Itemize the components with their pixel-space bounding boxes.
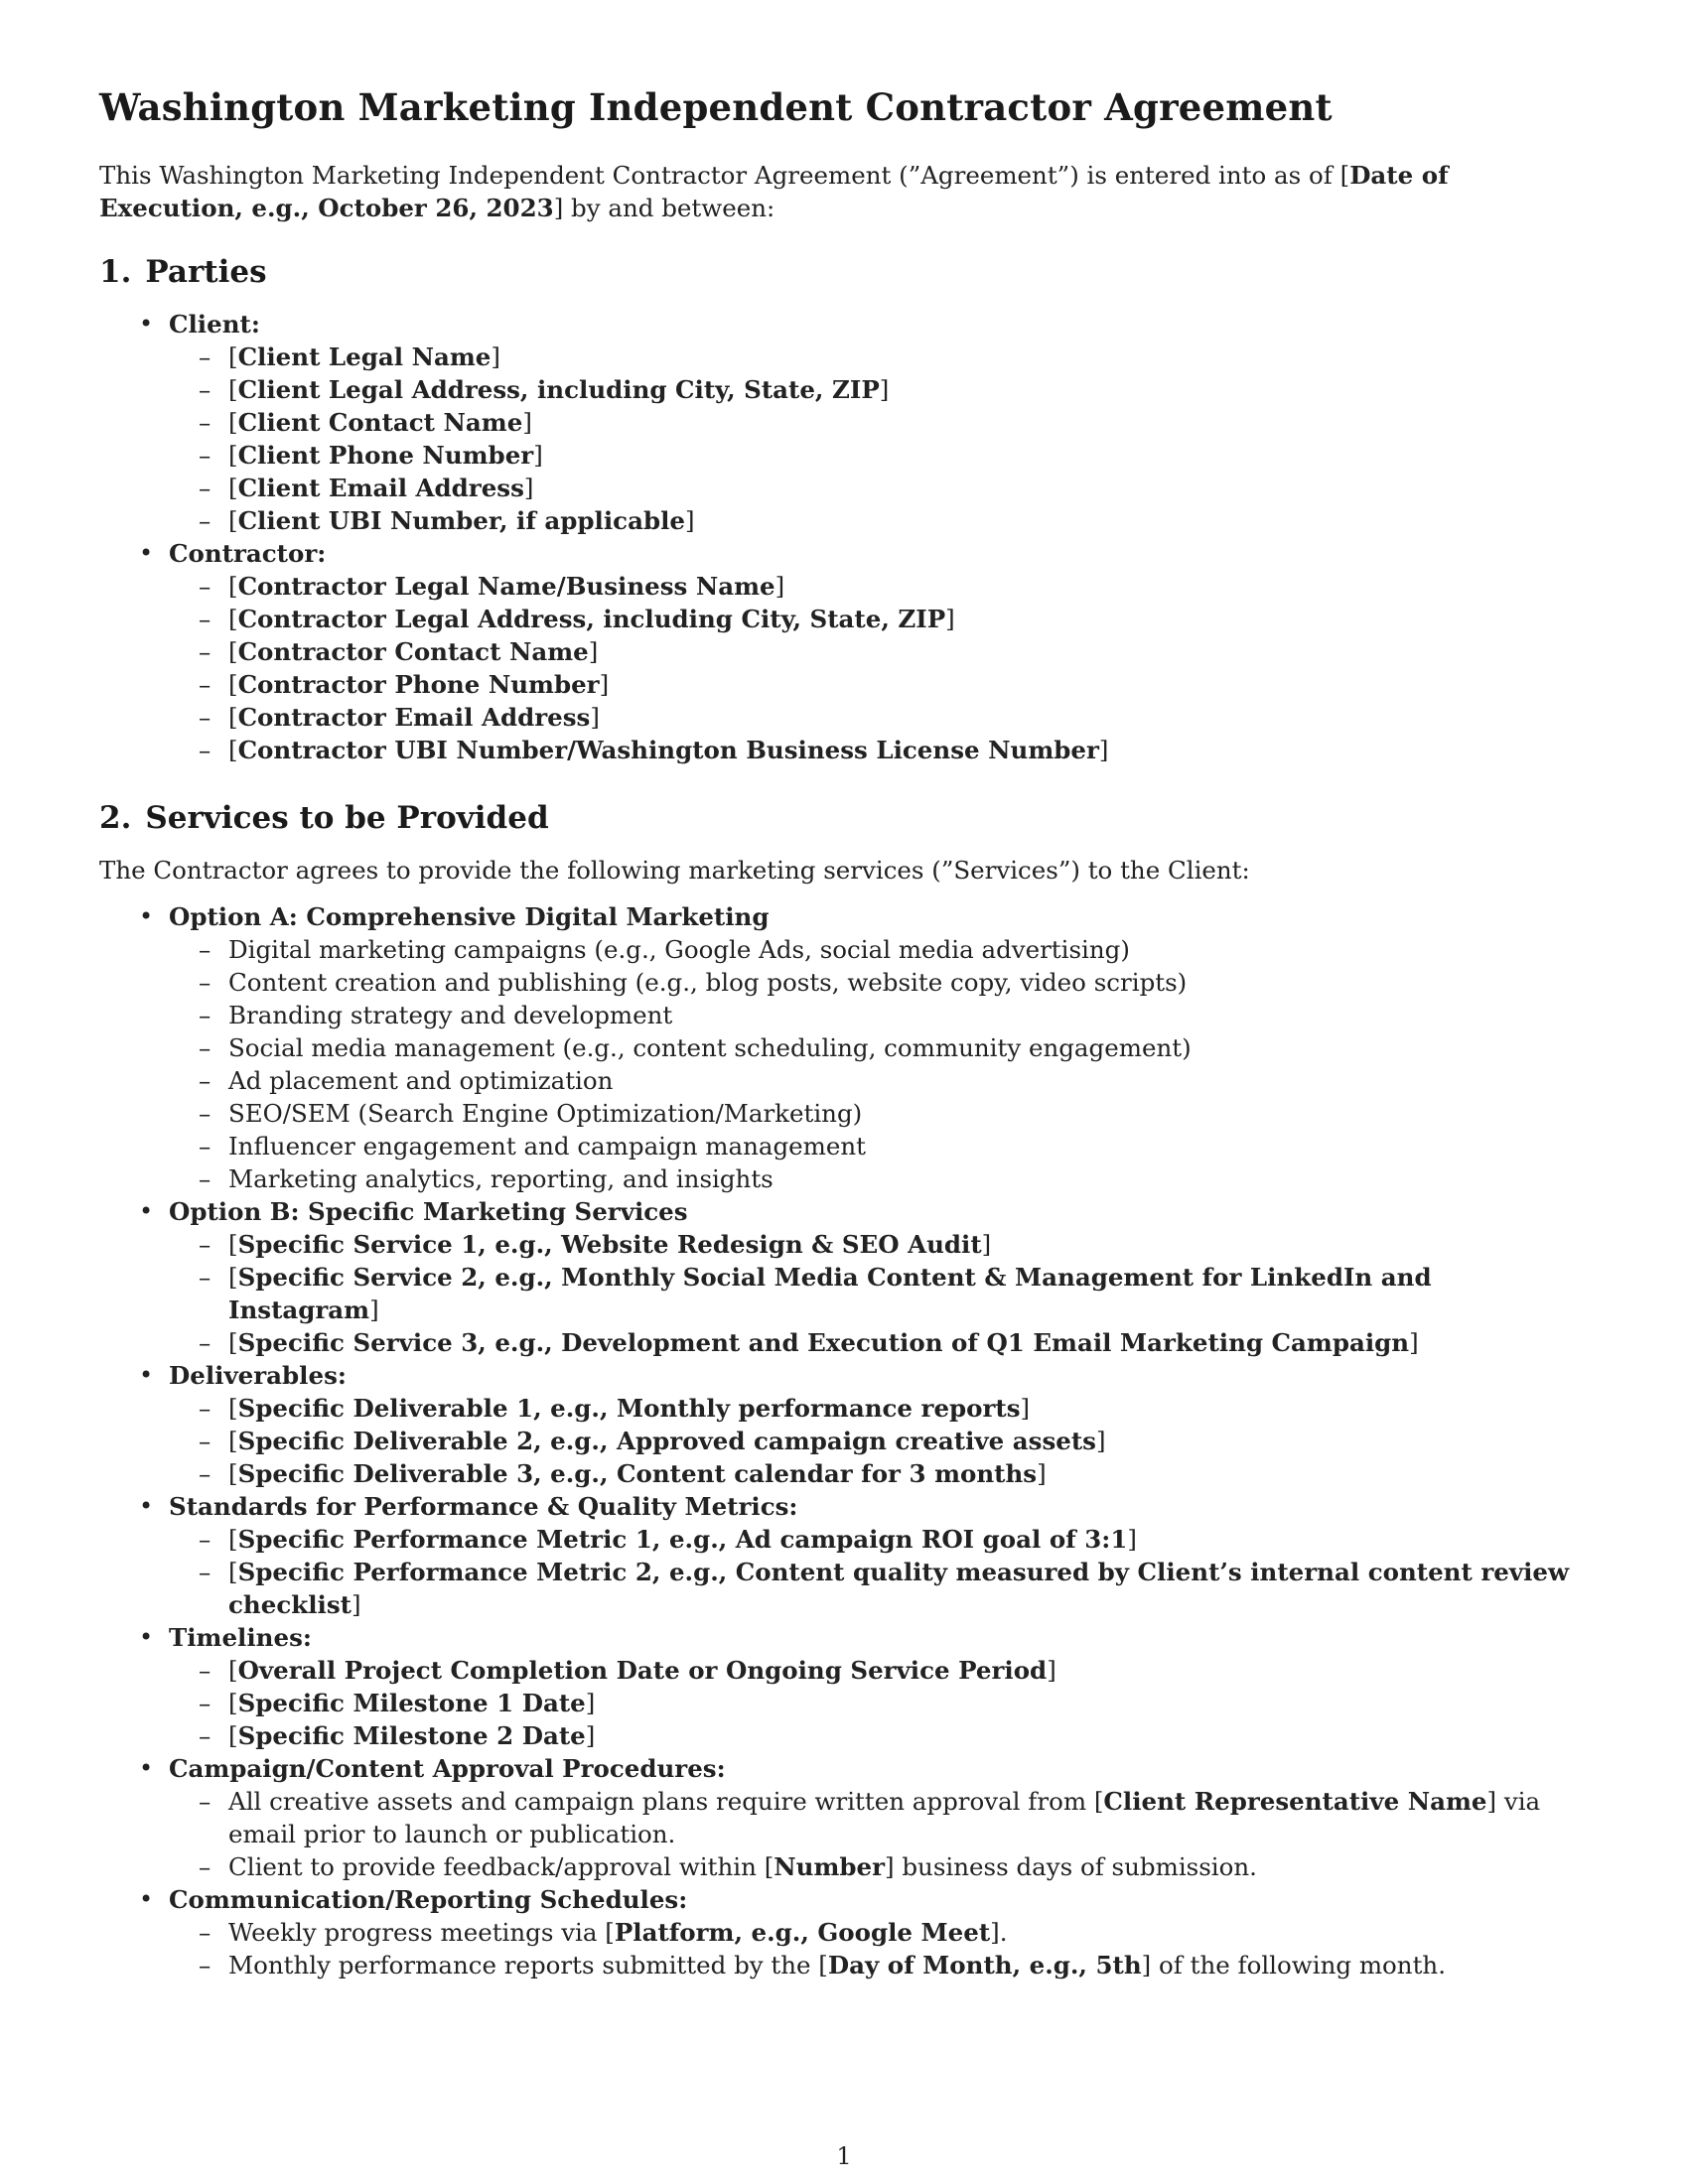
list-item-text: Ad placement and optimization: [228, 1066, 614, 1095]
list-item: – [Client Email Address]: [199, 474, 534, 502]
placeholder: Specific Performance Metric 2, e.g., Content quality measured by Client’s internal content review checklist: [228, 1558, 1570, 1619]
option-a-list: [169, 933, 1589, 1195]
dash: –: [199, 506, 211, 535]
dash: –: [199, 1164, 211, 1193]
dash: –: [199, 1558, 211, 1586]
client-fields-list: [169, 341, 1589, 537]
list-item-communication: [139, 1883, 1589, 1981]
approval-item: [199, 1850, 1589, 1883]
client-label: Client:: [169, 310, 260, 339]
deliverables-list: [169, 1392, 1589, 1490]
dash: –: [199, 1918, 211, 1947]
communication-item: [199, 1916, 1589, 1949]
standards-label: Standards for Performance & Quality Metrics:: [169, 1492, 798, 1521]
dash: –: [199, 441, 211, 470]
list-item: – [Specific Milestone 2 Date]: [199, 1721, 596, 1750]
contractor-label: Contractor:: [169, 539, 327, 568]
intro-text-before: This Washington Marketing Independent Contractor Agreement (”Agreement”) is entered into as of [: [99, 161, 1350, 190]
placeholder: Contractor Legal Name/Business Name: [237, 572, 775, 601]
placeholder: Specific Deliverable 3, e.g., Content calendar for 3 months: [237, 1459, 1038, 1488]
placeholder: Number: [774, 1852, 886, 1881]
bullet: •: [139, 1885, 154, 1913]
list-item: – [Specific Service 1, e.g., Website Redesign & SEO Audit]: [199, 1230, 992, 1259]
placeholder: Specific Service 3, e.g., Development and Execution of Q1 Email Marketing Campaign: [237, 1328, 1410, 1357]
option-b-list: [169, 1228, 1589, 1359]
section-title: Parties: [145, 254, 267, 290]
list-item-client: [139, 308, 1589, 537]
placeholder: Specific Milestone 1 Date: [237, 1689, 586, 1717]
placeholder: Client Contact Name: [237, 408, 523, 437]
document-page: [99, 85, 1589, 1981]
dash: –: [199, 408, 211, 437]
placeholder: Specific Milestone 2 Date: [237, 1721, 586, 1750]
list-item-text: Marketing analytics, reporting, and insights: [228, 1164, 774, 1193]
dash: –: [199, 1033, 211, 1062]
contractor-fields-list: [169, 570, 1589, 766]
approval-label: Campaign/Content Approval Procedures:: [169, 1754, 726, 1783]
list-item-option-b: [139, 1195, 1589, 1359]
list-item-text: Branding strategy and development: [228, 1001, 673, 1029]
list-item: – [Client Legal Address, including City, State, ZIP]: [199, 375, 890, 404]
list-item-approval: [139, 1752, 1589, 1883]
parties-list: [99, 308, 1589, 766]
dash: –: [199, 1066, 211, 1095]
list-item: – [Client UBI Number, if applicable]: [199, 506, 695, 535]
bullet: •: [139, 902, 154, 930]
section-number: 1.: [99, 254, 132, 290]
list-item-text: Influencer engagement and campaign management: [228, 1132, 867, 1160]
text: Client to provide feedback/approval within [: [228, 1852, 774, 1881]
bullet: •: [139, 310, 154, 338]
list-item: – [Specific Service 3, e.g., Development and Execution of Q1 Email Marketing Campaign]: [199, 1328, 1419, 1357]
section-title: Services to be Provided: [145, 800, 549, 836]
placeholder: Contractor Phone Number: [237, 670, 600, 699]
deliverables-label: Deliverables:: [169, 1361, 347, 1390]
dash: –: [199, 736, 211, 764]
dash: –: [199, 1230, 211, 1259]
list-item-deliverables: [139, 1359, 1589, 1490]
document-title: Washington Marketing Independent Contractor Agreement: [99, 85, 1333, 129]
dash: –: [199, 342, 211, 371]
standards-list: [169, 1523, 1589, 1621]
list-item: – [Client Contact Name]: [199, 408, 532, 437]
list-item-text: Content creation and publishing (e.g., blog posts, website copy, video scripts): [228, 968, 1188, 997]
list-item: [199, 1097, 1589, 1130]
intro-date-placeholder: Date of Execution, e.g., October 26, 2023: [99, 161, 1449, 222]
list-item: [199, 933, 1589, 966]
list-item: [199, 966, 1589, 999]
bullet: •: [139, 1492, 154, 1520]
dash: –: [199, 1951, 211, 1979]
placeholder: Specific Deliverable 2, e.g., Approved campaign creative assets: [237, 1427, 1096, 1455]
timelines-label: Timelines:: [169, 1623, 312, 1652]
section-heading-services: [99, 800, 1589, 836]
text: All creative assets and campaign plans require written approval from [: [228, 1787, 1104, 1816]
dash: –: [199, 935, 211, 964]
placeholder: Specific Deliverable 1, e.g., Monthly performance reports: [237, 1394, 1021, 1423]
dash: –: [199, 1689, 211, 1717]
page-number: 1: [836, 2142, 852, 2170]
text: ] via email prior to launch or publication.: [228, 1787, 1541, 1848]
placeholder: Specific Performance Metric 1, e.g., Ad campaign ROI goal of 3:1: [237, 1525, 1128, 1554]
placeholder: Day of Month, e.g., 5th: [827, 1951, 1142, 1979]
services-lead-paragraph: The Contractor agrees to provide the following marketing services (”Services”) to the Client:: [99, 856, 1250, 885]
list-item: – [Contractor Legal Name/Business Name]: [199, 572, 785, 601]
list-item: – [Specific Milestone 1 Date]: [199, 1689, 596, 1717]
dash: –: [199, 1328, 211, 1357]
text: Weekly progress meetings via [: [228, 1918, 615, 1947]
bullet: •: [139, 1754, 154, 1782]
text: ] of the following month.: [1141, 1951, 1446, 1979]
placeholder: Contractor Email Address: [237, 703, 591, 732]
dash: –: [199, 375, 211, 404]
dash: –: [199, 1525, 211, 1554]
list-item-text: Digital marketing campaigns (e.g., Google Ads, social media advertising): [228, 935, 1130, 964]
list-item: – [Specific Deliverable 3, e.g., Content calendar for 3 months]: [199, 1459, 1047, 1488]
list-item: [199, 1064, 1589, 1097]
dash: –: [199, 968, 211, 997]
placeholder: Client Representative Name: [1103, 1787, 1487, 1816]
dash: –: [199, 1394, 211, 1423]
bullet: •: [139, 539, 154, 567]
dash: –: [199, 1263, 211, 1292]
list-item: – [Contractor Phone Number]: [199, 670, 610, 699]
bullet: •: [139, 1361, 154, 1389]
dash: –: [199, 703, 211, 732]
list-item-text: SEO/SEM (Search Engine Optimization/Marketing): [228, 1099, 863, 1128]
list-item-option-a: [139, 900, 1589, 1195]
text: Monthly performance reports submitted by the [: [228, 1951, 828, 1979]
list-item: – [Specific Service 2, e.g., Monthly Social Media Content & Management for LinkedIn and Instagram]: [199, 1263, 1432, 1324]
list-item: – [Contractor Contact Name]: [199, 637, 599, 666]
placeholder: Client UBI Number, if applicable: [237, 506, 685, 535]
bullet: •: [139, 1197, 154, 1225]
placeholder: Client Email Address: [237, 474, 524, 502]
placeholder: Platform, e.g., Google Meet: [614, 1918, 991, 1947]
communication-label: Communication/Reporting Schedules:: [169, 1885, 688, 1914]
placeholder: Client Phone Number: [237, 441, 534, 470]
dash: –: [199, 1099, 211, 1128]
list-item: – [Specific Deliverable 1, e.g., Monthly performance reports]: [199, 1394, 1031, 1423]
list-item: – [Contractor Legal Address, including City, State, ZIP]: [199, 605, 955, 633]
list-item-contractor: [139, 537, 1589, 766]
option-a-label: Option A: Comprehensive Digital Marketing: [169, 902, 770, 931]
dash: –: [199, 572, 211, 601]
dash: –: [199, 474, 211, 502]
placeholder: Overall Project Completion Date or Ongoing Service Period: [237, 1656, 1048, 1685]
approval-item: [199, 1785, 1589, 1850]
list-item: – [Client Legal Name]: [199, 342, 500, 371]
services-list: [99, 900, 1589, 1981]
list-item: [199, 1031, 1589, 1064]
section-number: 2.: [99, 800, 132, 836]
placeholder: Contractor UBI Number/Washington Business License Number: [237, 736, 1099, 764]
dash: –: [199, 1427, 211, 1455]
list-item-timelines: [139, 1621, 1589, 1752]
dash: –: [199, 1787, 211, 1816]
list-item-standards: [139, 1490, 1589, 1621]
list-item: – [Specific Performance Metric 2, e.g., Content quality measured by Client’s internal content review checklist]: [199, 1558, 1570, 1619]
placeholder: Contractor Legal Address, including City, State, ZIP: [237, 605, 946, 633]
approval-list: [169, 1785, 1589, 1883]
section-heading-parties: [99, 254, 1589, 290]
list-item: – [Contractor UBI Number/Washington Business License Number]: [199, 736, 1109, 764]
dash: –: [199, 670, 211, 699]
communication-list: [169, 1916, 1589, 1981]
dash: –: [199, 1852, 211, 1881]
placeholder: Specific Service 1, e.g., Website Redesign & SEO Audit: [237, 1230, 982, 1259]
dash: –: [199, 1132, 211, 1160]
intro-paragraph: [99, 159, 1589, 224]
placeholder: Contractor Contact Name: [237, 637, 589, 666]
timelines-list: [169, 1654, 1589, 1752]
intro-text-after: ] by and between:: [553, 194, 775, 222]
list-item: – [Specific Deliverable 2, e.g., Approved campaign creative assets]: [199, 1427, 1106, 1455]
list-item: [199, 999, 1589, 1031]
option-b-label: Option B: Specific Marketing Services: [169, 1197, 688, 1226]
dash: –: [199, 1459, 211, 1488]
list-item: – [Client Phone Number]: [199, 441, 543, 470]
list-item: – [Specific Performance Metric 1, e.g., Ad campaign ROI goal of 3:1]: [199, 1525, 1137, 1554]
dash: –: [199, 637, 211, 666]
list-item: [199, 1162, 1589, 1195]
list-item: [199, 1130, 1589, 1162]
bullet: •: [139, 1623, 154, 1651]
placeholder: Client Legal Name: [237, 342, 492, 371]
dash: –: [199, 1721, 211, 1750]
text: ] business days of submission.: [885, 1852, 1257, 1881]
list-item-text: Social media management (e.g., content scheduling, community engagement): [228, 1033, 1192, 1062]
placeholder: Client Legal Address, including City, State, ZIP: [237, 375, 880, 404]
list-item: – [Contractor Email Address]: [199, 703, 600, 732]
text: ].: [990, 1918, 1008, 1947]
communication-item: [199, 1949, 1589, 1981]
list-item: – [Overall Project Completion Date or Ongoing Service Period]: [199, 1656, 1056, 1685]
dash: –: [199, 1656, 211, 1685]
dash: –: [199, 605, 211, 633]
dash: –: [199, 1001, 211, 1029]
placeholder: Specific Service 2, e.g., Monthly Social Media Content & Management for LinkedIn and Instagram: [228, 1263, 1432, 1324]
